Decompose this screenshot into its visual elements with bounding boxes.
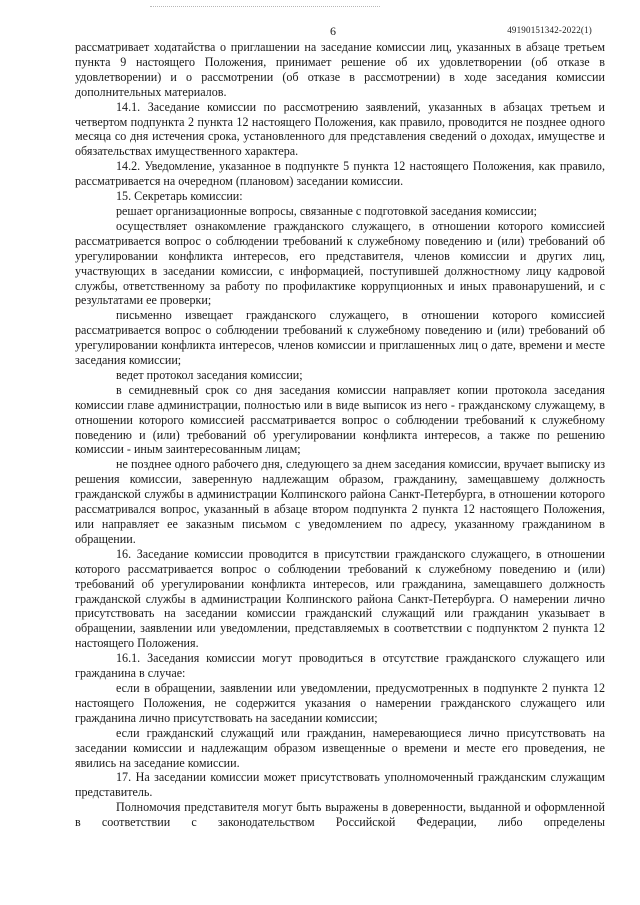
paragraph: решает организационные вопросы, связанные с подготовкой заседания комиссии; <box>116 203 538 218</box>
scan-smudge <box>150 6 380 8</box>
paragraph: Полномочия представителя могут быть выражены в доверенности, выданной и оформленной в соответствии с законодательством Российской Федерации, либо определены <box>75 800 605 830</box>
paragraph: в семидневный срок со дня заседания комиссии направляет копии протокола заседания комиссии главе администрации, полностью или в виде выписок из него - гражданскому служащему, в отношении которого комиссией рассматривается вопрос о соблюдении требований к служебному поведению и (или) требований об урегулировании конфликта интересов, а также по решению комиссии - иным заинтересованным лицам; <box>75 382 605 457</box>
paragraph: письменно извещает гражданского служащего, в отношении которого комиссией рассматривается вопрос о соблюдении требований к служебному поведению и (или) требований об урегулировании конфликта интересов, членов комиссии и приглашенных лиц о дате, времени и месте заседания комиссии; <box>75 308 605 368</box>
page-number: 6 <box>330 24 336 38</box>
paragraph: рассматривает ходатайства о приглашении на заседание комиссии лиц, указанных в абзаце третьем пункта 9 настоящего Положения, принимает решение об их удовлетворении (об отказе в удовлетворении) и о рассмотрении (об отказе в рассмотрении) в ходе заседания комиссии дополнительных материалов. <box>75 40 605 99</box>
paragraph: осуществляет ознакомление гражданского служащего, в отношении которого комиссией рассматривается вопрос о соблюдении требований к служебному поведению и (или) требований об урегулировании конфликта интересов, его представителя, членов комиссии и других лиц, участвующих в заседании комиссии, с информацией, поступившей должностному лицу кадровой службы, ответственному за работу по профилактике коррупционных и иных правонарушений, и с результатами ее проверки; <box>75 218 605 308</box>
paragraph: 14.2. Уведомление, указанное в подпункте 5 пункта 12 настоящего Положения, как правило, рассматривается на очередном (плановом) заседании комиссии. <box>75 159 605 189</box>
paragraph: не позднее одного рабочего дня, следующего за днем заседания комиссии, вручает выписку из решения комиссии, заверенную надлежащим образом, гражданину, замещавшему должность гражданской службы в администрации Колпинского района Санкт-Петербурга, в отношении которого рассматривался вопрос, указанный в абзаце втором подпункта 2 пункта 12 настоящего Положения, или направляет ее заказным письмом с уведомлением по адресу, указанному гражданином в обращении. <box>75 457 605 546</box>
paragraph: если гражданский служащий или гражданин, намеревающиеся лично присутствовать на заседании комиссии и надлежащим образом извещенные о времени и месте его проведения, не явились на заседание комиссии. <box>75 725 605 770</box>
paragraph: 17. На заседании комиссии может присутствовать уполномоченный гражданским служащим представитель. <box>75 770 605 800</box>
paragraph: 16. Заседание комиссии проводится в присутствии гражданского служащего, в отношении которого рассматривается вопрос о соблюдении требований к служебному поведению и (или) требований об урегулировании конфликта интересов, или гражданина, замещавшего должность гражданской службы в администрации Колпинского района Санкт-Петербурга. О намерении лично присутствовать на заседании комиссии гражданский служащий или гражданин указывает в обращении, заявлении или уведомлении, представляемых в соответствии с подпунктом 2 пункта 12 настоящего Положения. <box>75 546 605 651</box>
paragraph: 15. Секретарь комиссии: <box>116 189 243 204</box>
paragraph: 14.1. Заседание комиссии по рассмотрению заявлений, указанных в абзацах третьем и четвертом подпункта 2 пункта 12 настоящего Положения, как правило, проводится не позднее одного месяца со дня истечения срока, установленного для представления сведений о доходах, имуществе и обязательствах имущественного характера. <box>75 99 605 159</box>
document-body <box>75 40 605 830</box>
paragraph: 16.1. Заседания комиссии могут проводиться в отсутствие гражданского служащего или гражданина в случае: <box>75 651 605 681</box>
paragraph: ведет протокол заседания комиссии; <box>116 367 303 382</box>
document-id: 49190151342-2022(1) <box>507 25 592 35</box>
paragraph: если в обращении, заявлении или уведомлении, предусмотренных в подпункте 2 пункта 12 настоящего Положения, не содержится указания о намерении гражданского служащего или гражданина лично присутствовать на заседании комиссии; <box>75 680 605 725</box>
